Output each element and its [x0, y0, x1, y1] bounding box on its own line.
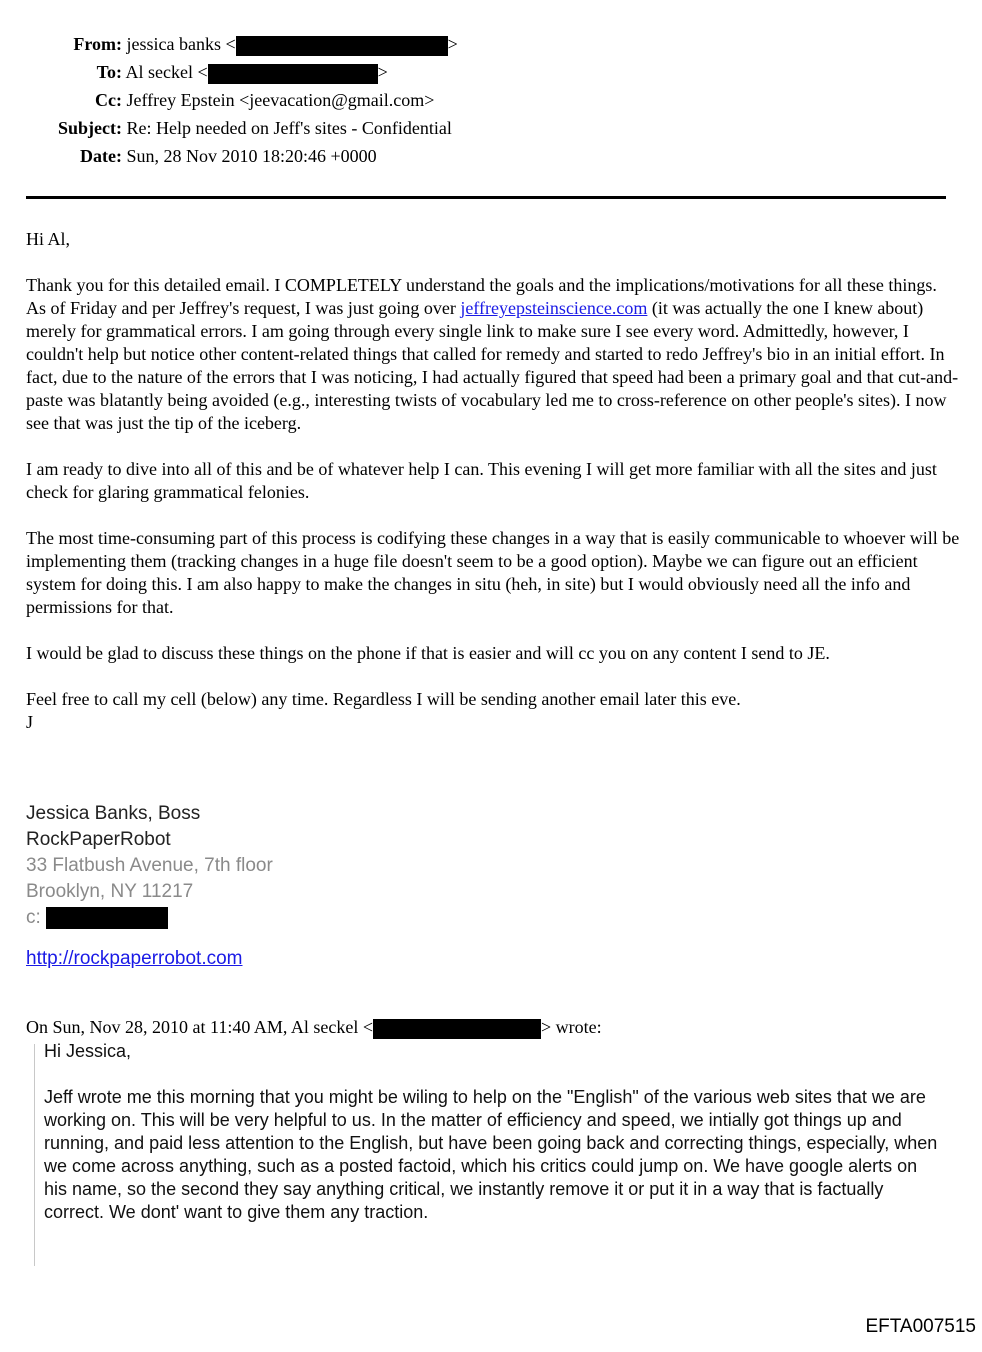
attribution-text: On Sun, Nov 28, 2010 at 11:40 AM, Al seckel <	[26, 1017, 373, 1037]
attribution-text: > wrote:	[540, 1017, 602, 1037]
paragraph: I am ready to dive into all of this and be of whatever help I can. This evening I will get more familiar with all the sites and just check for glaring grammatical felonies.	[26, 459, 937, 502]
science-site-link[interactable]: jeffreyepsteinscience.com	[460, 298, 648, 318]
date-label: Date:	[80, 146, 122, 166]
cell-label: c:	[26, 907, 41, 928]
paragraph-text: Thank you for this detailed email. I COMPLETELY understand the goals and the implications/motivations for all these things.	[26, 275, 937, 295]
greeting: Hi Al,	[26, 229, 71, 249]
quoted-paragraph: Jeff wrote me this morning that you might be wiling to help on the "English" of the various web sites that we are working on. This will be very helpful to us. In the matter of efficiency and speed, we intially got things up and running, and paid less attention to the English, but have been going back and correcting things, especially, when we come across anything, such as a posted factoid, which his critics could jump on. We have google alerts on his name, so the second they say anything critical, we instantly remove it or put it in a way that is factually correct. We dont' want to give them any traction.	[44, 1087, 938, 1222]
cc-label: Cc:	[95, 90, 122, 110]
to-label: To:	[96, 62, 122, 82]
signature	[26, 801, 273, 931]
quote-attribution	[26, 1017, 602, 1039]
from-close: >	[447, 34, 458, 54]
subject-value: Re: Help needed on Jeff's sites - Confidential	[126, 118, 452, 138]
to-value: Al seckel <	[125, 62, 208, 82]
subject-label: Subject:	[58, 118, 122, 138]
paragraph: Feel free to call my cell (below) any time. Regardless I will be sending another email later this eve.	[26, 689, 741, 709]
redaction-box	[236, 36, 448, 56]
to-close: >	[377, 62, 388, 82]
cc-value: Jeffrey Epstein <jeevacation@gmail.com>	[126, 90, 435, 110]
quote-bar	[34, 1044, 35, 1266]
paragraph-text: (it was actually the one I knew about) merely for grammatical errors. I am going through every single link to make sure I see every word. Admittedly, however, I couldn't help but notice other content-related things that called for remedy and started to redo Jeffrey's bio in an initial effort. In fact, due to the nature of the errors that I was noticing, I had actually figured that speed had been a primary goal and that cut-and-paste was blatantly being avoided (e.g., interesting twists of vocabulary led me to cross-reference on other people's sites). I now see that was just the tip of the iceberg.	[26, 298, 959, 433]
signature-cell	[26, 905, 273, 931]
signature-url-row	[26, 946, 243, 972]
header-divider	[26, 196, 946, 199]
quoted-message	[44, 1040, 944, 1224]
initial: J	[26, 712, 34, 732]
from-label: From:	[73, 34, 122, 54]
date-value: Sun, 28 Nov 2010 18:20:46 +0000	[126, 146, 377, 166]
signature-address-line1: 33 Flatbush Avenue, 7th floor	[26, 855, 273, 876]
cc-row	[0, 90, 434, 110]
redaction-box	[46, 907, 168, 929]
date-row	[0, 146, 377, 166]
quoted-greeting: Hi Jessica,	[44, 1041, 132, 1061]
document-id: EFTA007515	[865, 1316, 976, 1337]
from-value: jessica banks <	[126, 34, 236, 54]
subject-row	[0, 118, 452, 138]
redaction-box	[208, 64, 378, 84]
signature-company: RockPaperRobot	[26, 829, 171, 850]
from-row	[0, 34, 458, 56]
signature-address-line2: Brooklyn, NY 11217	[26, 881, 194, 902]
to-row	[0, 62, 388, 84]
company-website-link[interactable]: http://rockpaperrobot.com	[26, 948, 243, 969]
paragraph: The most time-consuming part of this process is codifying these changes in a way that is easily communicable to whoever will be implementing them (tracking changes in a huge file doesn't seem to be a good option). Maybe we can figure out an efficient system for doing this. I am also happy to make the changes in situ (heh, in site) but I would obviously need all the info and permissions for that.	[26, 528, 960, 617]
signature-name: Jessica Banks, Boss	[26, 803, 201, 824]
email-body	[26, 228, 961, 734]
paragraph-text: As of Friday and per Jeffrey's request, I was just going over	[26, 298, 461, 318]
paragraph	[26, 274, 961, 435]
redaction-box	[373, 1019, 541, 1039]
paragraph: I would be glad to discuss these things on the phone if that is easier and will cc you on any content I send to JE.	[26, 643, 830, 663]
